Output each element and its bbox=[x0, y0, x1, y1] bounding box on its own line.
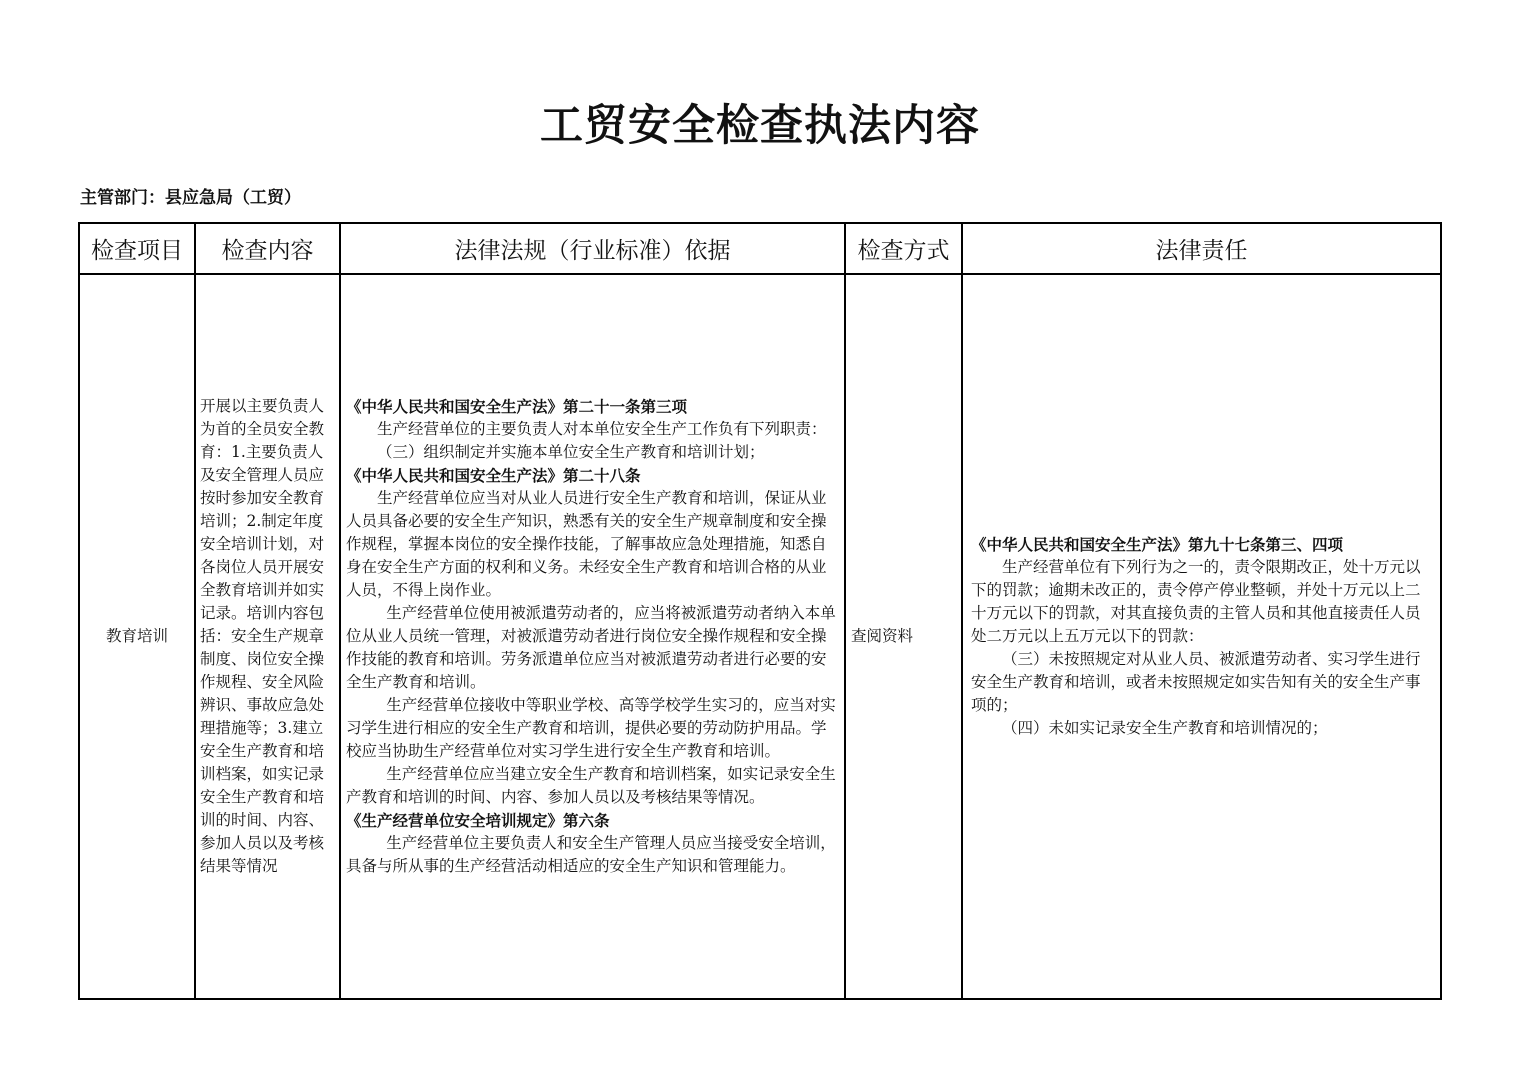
law-paragraph: 生产经营单位应当对从业人员进行安全生产教育和培训，保证从业人员具备必要的安全生产知识，熟悉有关的安全生产规章制度和安全操作规程，掌握本岗位的安全操作技能，了解事故应急处理措施，知悉自身在安全生产方面的权利和义务。未经安全生产教育和培训合格的从业人员，不得上岗作业。 bbox=[346, 489, 827, 599]
header-content: 检查内容 bbox=[195, 223, 340, 274]
law-paragraph: 生产经营单位主要负责人和安全生产管理人员应当接受安全培训，具备与所从事的生产经营活动相适应的安全生产知识和管理能力。 bbox=[346, 834, 836, 875]
cell-responsibility bbox=[962, 274, 1441, 999]
header-law: 法律法规（行业标准）依据 bbox=[340, 223, 845, 274]
header-responsibility: 法律责任 bbox=[962, 223, 1441, 274]
law-heading: 《中华人民共和国安全生产法》第二十八条 bbox=[346, 466, 641, 485]
header-row bbox=[79, 223, 1441, 274]
law-heading: 《中华人民共和国安全生产法》第二十一条第三项 bbox=[346, 397, 688, 416]
cell-content bbox=[195, 274, 340, 999]
content-text: 开展以主要负责人为首的全员安全教育：1.主要负责人及安全管理人员应按时参加安全教育培训；2.制定年度安全培训计划，对各岗位人员开展安全教育培训并如实记录。培训内容包括：安全生产规章制度、岗位安全操作规程、安全风险辨识、事故应急处理措施等；3.建立安全生产教育和培训档案，如实记录安全生产教育和培训的时间、内容、参加人员以及考核结果等情况 bbox=[200, 397, 325, 875]
table-row bbox=[79, 274, 1441, 999]
cell-law bbox=[340, 274, 845, 999]
law-paragraph: 生产经营单位使用被派遣劳动者的，应当将被派遣劳动者纳入本单位从业人员统一管理，对被派遣劳动者进行岗位安全操作规程和安全操作技能的教育和培训。劳务派遣单位应当对被派遣劳动者进行必要的安全生产教育和培训。 bbox=[346, 604, 836, 691]
header-method: 检查方式 bbox=[845, 223, 962, 274]
page-title: 工贸安全检查执法内容 bbox=[540, 101, 980, 151]
law-paragraph: 生产经营单位的主要负责人对本单位安全生产工作负有下列职责： bbox=[377, 420, 827, 438]
responsibility-paragraph: 生产经营单位有下列行为之一的，责令限期改正，处十万元以下的罚款；逾期未改正的，责令停产停业整顿，并处十万元以上二十万元以下的罚款，对其直接负责的主管人员和其他直接责任人员处二万元以上五万元以下的罚款： bbox=[971, 558, 1421, 645]
responsibility-paragraph: （三）未按照规定对从业人员、被派遣劳动者、实习学生进行安全生产教育和培训，或者未按照规定如实告知有关的安全生产事项的； bbox=[971, 650, 1421, 714]
cell-method: 查阅资料 bbox=[845, 274, 962, 999]
law-paragraph: （三）组织制定并实施本单位安全生产教育和培训计划； bbox=[377, 443, 765, 461]
law-paragraph: 生产经营单位接收中等职业学校、高等学校学生实习的，应当对实习学生进行相应的安全生产教育和培训，提供必要的劳动防护用品。学校应当协助生产经营单位对实习学生进行安全生产教育和培训。 bbox=[346, 696, 836, 760]
inspection-table bbox=[78, 222, 1442, 1000]
department-label: 主管部门：县应急局（工贸） bbox=[80, 188, 301, 208]
responsibility-heading: 《中华人民共和国安全生产法》第九十七条第三、四项 bbox=[971, 535, 1344, 554]
law-paragraph: 生产经营单位应当建立安全生产教育和培训档案，如实记录安全生产教育和培训的时间、内容、参加人员以及考核结果等情况。 bbox=[346, 765, 836, 806]
cell-item: 教育培训 bbox=[79, 274, 195, 999]
responsibility-paragraph: （四）未如实记录安全生产教育和培训情况的； bbox=[1002, 719, 1328, 737]
law-heading: 《生产经营单位安全培训规定》第六条 bbox=[346, 811, 610, 830]
header-item: 检查项目 bbox=[79, 223, 195, 274]
